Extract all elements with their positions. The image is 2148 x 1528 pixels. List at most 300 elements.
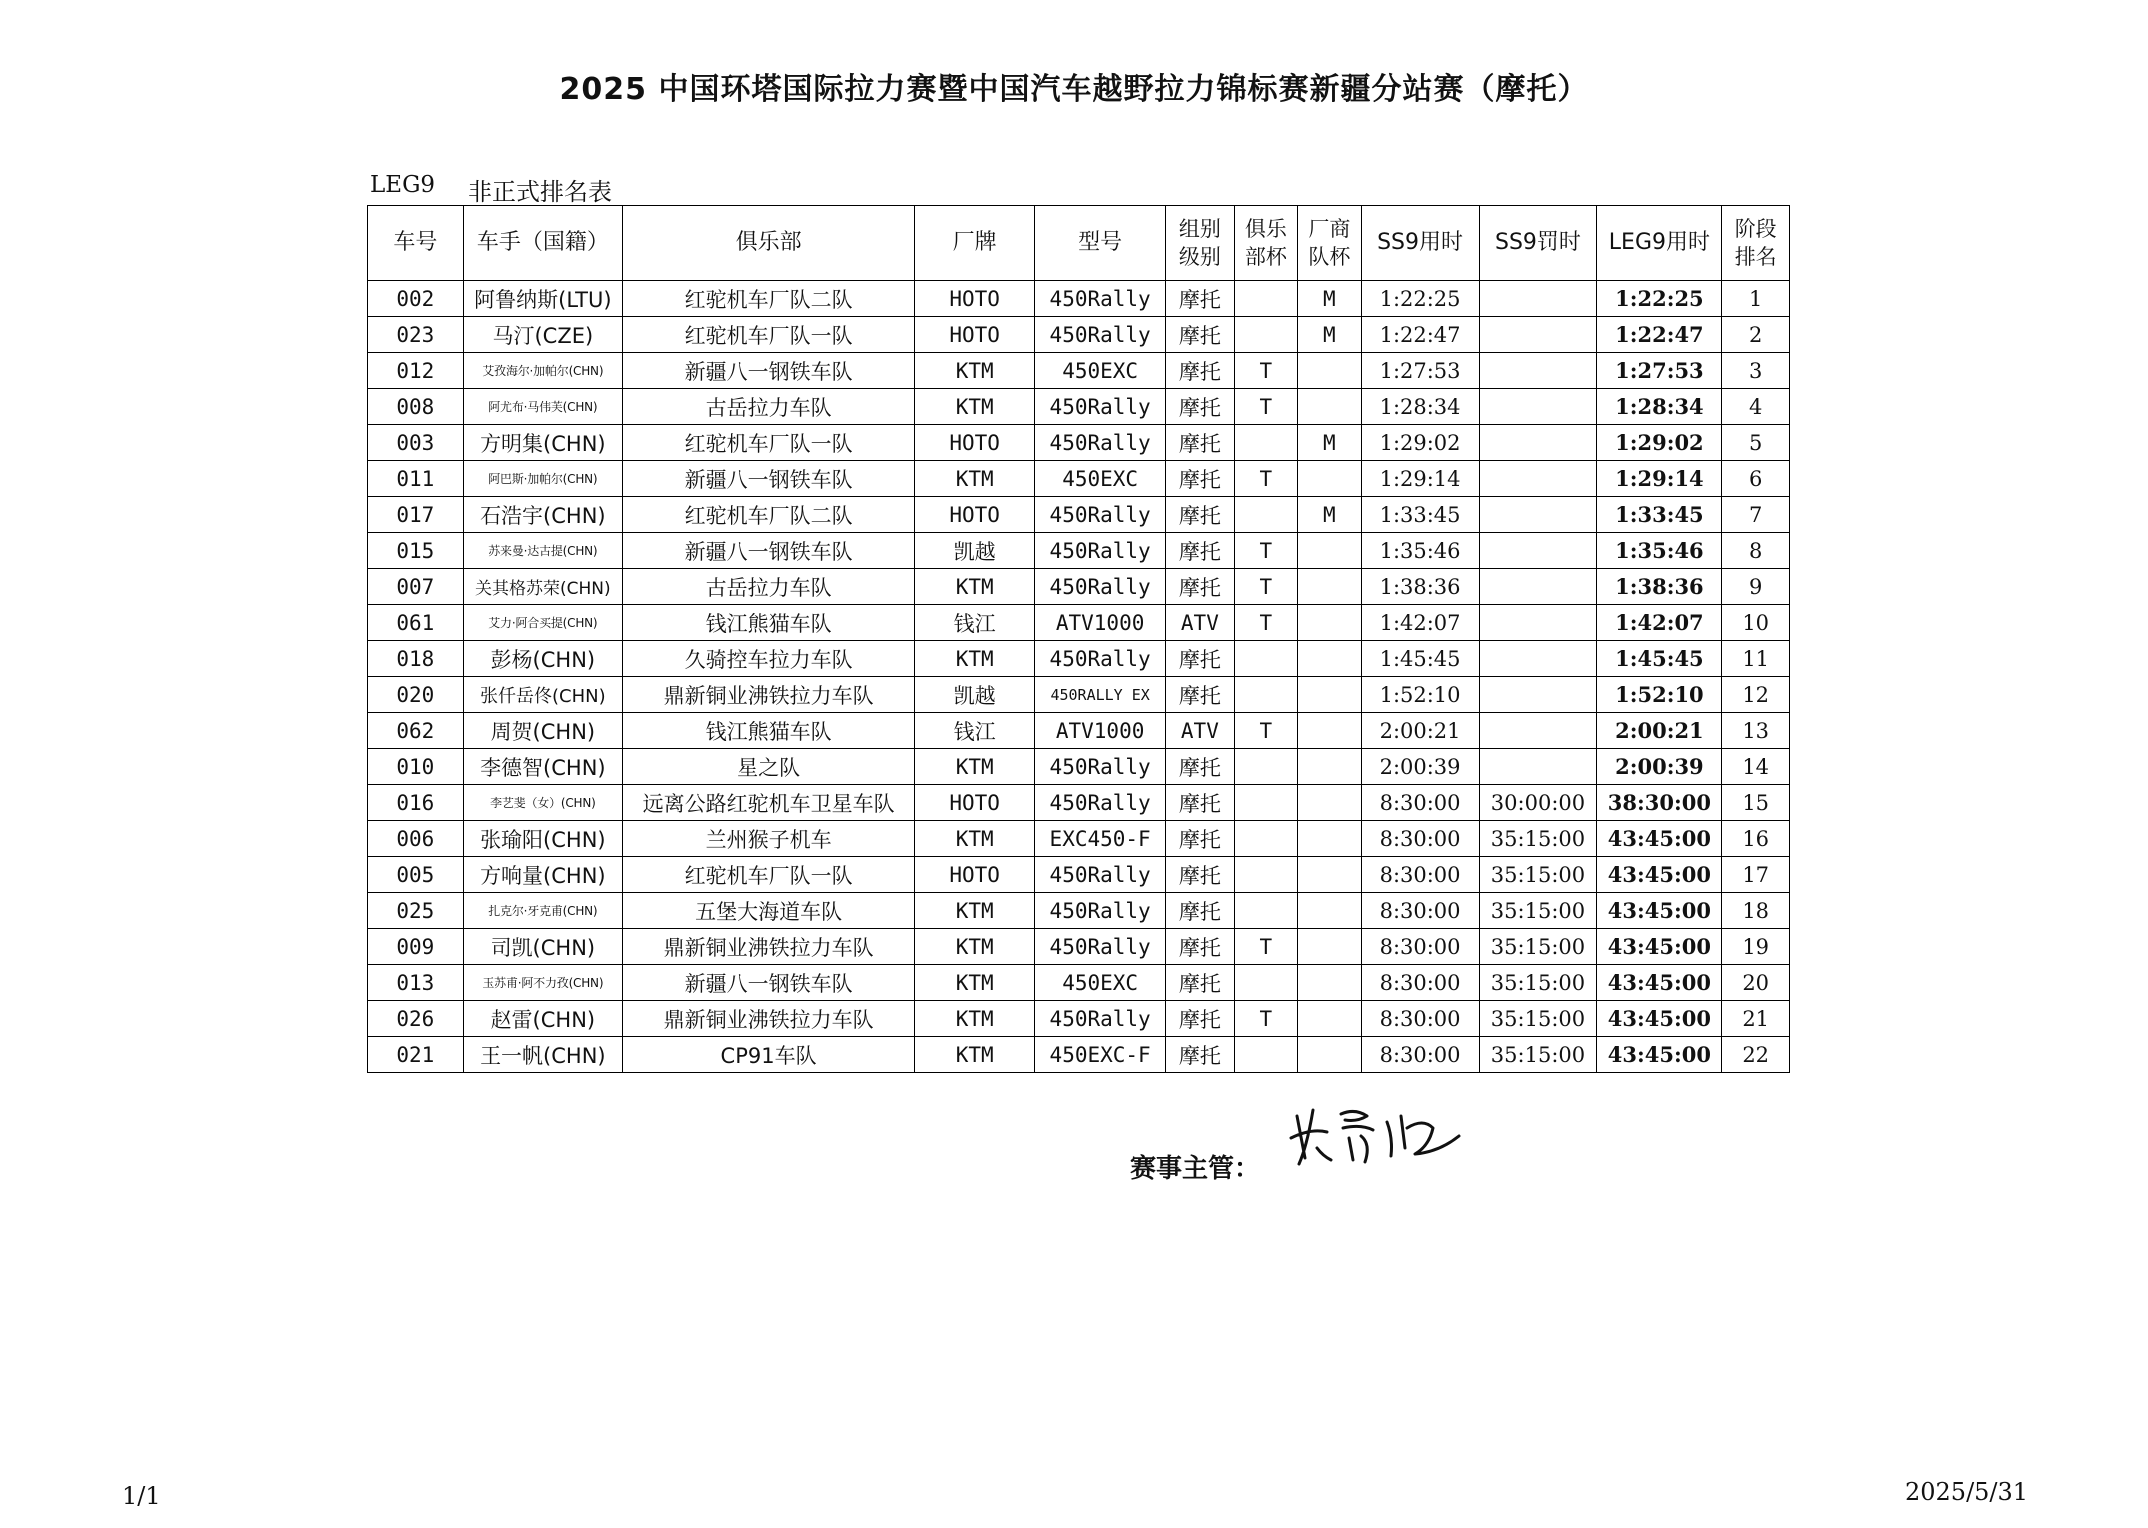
table-row	[368, 857, 1790, 893]
cell-group: 摩托	[1166, 893, 1235, 929]
cell-leg9-time: 43:45:00	[1597, 1037, 1722, 1073]
cell-group: 摩托	[1166, 569, 1235, 605]
cell-ss9-time: 8:30:00	[1361, 785, 1479, 821]
cell-club: 红驼机车厂队一队	[622, 857, 914, 893]
cell-rank: 9	[1722, 569, 1790, 605]
cell-car-no: 062	[368, 713, 464, 749]
cell-club: 鼎新铜业沸铁拉力车队	[622, 929, 914, 965]
cell-rank: 5	[1722, 425, 1790, 461]
cell-rank: 19	[1722, 929, 1790, 965]
cell-ss9-penalty: 30:00:00	[1479, 785, 1597, 821]
cell-driver: 苏来曼·达古提(CHN)	[463, 533, 622, 569]
cell-leg9-time: 38:30:00	[1597, 785, 1722, 821]
cell-rank: 11	[1722, 641, 1790, 677]
cell-rank: 16	[1722, 821, 1790, 857]
cell-car-no: 017	[368, 497, 464, 533]
cell-group: 摩托	[1166, 821, 1235, 857]
cell-club: 红驼机车厂队二队	[622, 497, 914, 533]
table-row	[368, 281, 1790, 317]
cell-model: ATV1000	[1035, 605, 1166, 641]
cell-driver: 艾力·阿合买提(CHN)	[463, 605, 622, 641]
cell-ss9-time: 8:30:00	[1361, 1037, 1479, 1073]
cell-maker-cup: M	[1298, 281, 1361, 317]
cell-club: 红驼机车厂队一队	[622, 317, 914, 353]
table-row	[368, 641, 1790, 677]
cell-club: CP91车队	[622, 1037, 914, 1073]
table-row	[368, 605, 1790, 641]
cell-car-no: 026	[368, 1001, 464, 1037]
cell-model: EXC450-F	[1035, 821, 1166, 857]
cell-driver: 彭杨(CHN)	[463, 641, 622, 677]
leg-label: LEG9	[370, 172, 436, 198]
table-row	[368, 677, 1790, 713]
cell-ss9-time: 2:00:39	[1361, 749, 1479, 785]
cell-club-cup: T	[1234, 1001, 1297, 1037]
cell-car-no: 025	[368, 893, 464, 929]
cell-driver: 马汀(CZE)	[463, 317, 622, 353]
cell-club-cup	[1234, 893, 1297, 929]
cell-maker-cup	[1298, 353, 1361, 389]
cell-leg9-time: 43:45:00	[1597, 857, 1722, 893]
cell-rank: 10	[1722, 605, 1790, 641]
cell-car-no: 023	[368, 317, 464, 353]
cell-group: 摩托	[1166, 857, 1235, 893]
cell-driver: 方响量(CHN)	[463, 857, 622, 893]
cell-group: 摩托	[1166, 281, 1235, 317]
header-group	[1166, 206, 1235, 281]
cell-club-cup: T	[1234, 389, 1297, 425]
cell-driver: 王一帆(CHN)	[463, 1037, 622, 1073]
cell-driver: 艾孜海尔·加帕尔(CHN)	[463, 353, 622, 389]
table-row	[368, 317, 1790, 353]
cell-leg9-time: 43:45:00	[1597, 929, 1722, 965]
cell-club: 鼎新铜业沸铁拉力车队	[622, 677, 914, 713]
cell-ss9-time: 1:52:10	[1361, 677, 1479, 713]
cell-group: 摩托	[1166, 461, 1235, 497]
cell-model: 450RALLY EX	[1035, 677, 1166, 713]
cell-model: 450EXC	[1035, 353, 1166, 389]
cell-maker-cup	[1298, 605, 1361, 641]
cell-club: 新疆八一钢铁车队	[622, 353, 914, 389]
cell-maker-cup	[1298, 929, 1361, 965]
cell-brand: KTM	[915, 461, 1035, 497]
cell-car-no: 009	[368, 929, 464, 965]
table-row	[368, 425, 1790, 461]
document-title: 2025 中国环塔国际拉力赛暨中国汽车越野拉力锦标赛新疆分站赛（摩托）	[559, 72, 1589, 107]
cell-club: 钱江熊猫车队	[622, 605, 914, 641]
table-row	[368, 785, 1790, 821]
cell-club-cup	[1234, 821, 1297, 857]
cell-leg9-time: 1:52:10	[1597, 677, 1722, 713]
cell-ss9-time: 1:42:07	[1361, 605, 1479, 641]
cell-rank: 8	[1722, 533, 1790, 569]
cell-group: 摩托	[1166, 1037, 1235, 1073]
cell-car-no: 012	[368, 353, 464, 389]
supervisor-label: 赛事主管：	[1130, 1154, 1261, 1184]
table-row	[368, 569, 1790, 605]
cell-model: 450Rally	[1035, 893, 1166, 929]
print-date: 2025/5/31	[1905, 1478, 2029, 1506]
cell-maker-cup	[1298, 461, 1361, 497]
cell-ss9-time: 1:22:47	[1361, 317, 1479, 353]
cell-group: 摩托	[1166, 965, 1235, 1001]
cell-car-no: 003	[368, 425, 464, 461]
cell-maker-cup	[1298, 1037, 1361, 1073]
cell-ss9-penalty	[1479, 281, 1597, 317]
cell-club: 古岳拉力车队	[622, 389, 914, 425]
cell-ss9-time: 8:30:00	[1361, 821, 1479, 857]
cell-leg9-time: 43:45:00	[1597, 821, 1722, 857]
cell-maker-cup	[1298, 713, 1361, 749]
header-rank	[1722, 206, 1790, 281]
cell-maker-cup	[1298, 1001, 1361, 1037]
cell-driver: 司凯(CHN)	[463, 929, 622, 965]
cell-group: 摩托	[1166, 677, 1235, 713]
cell-club: 红驼机车厂队二队	[622, 281, 914, 317]
cell-club: 兰州猴子机车	[622, 821, 914, 857]
cell-model: 450Rally	[1035, 533, 1166, 569]
cell-car-no: 010	[368, 749, 464, 785]
cell-ss9-penalty	[1479, 533, 1597, 569]
cell-club: 久骑控车拉力车队	[622, 641, 914, 677]
cell-car-no: 007	[368, 569, 464, 605]
page-number: 1/1	[122, 1482, 161, 1510]
cell-ss9-penalty: 35:15:00	[1479, 857, 1597, 893]
cell-model: 450Rally	[1035, 785, 1166, 821]
cell-club: 新疆八一钢铁车队	[622, 533, 914, 569]
cell-group: 摩托	[1166, 389, 1235, 425]
header-leg9-time: LEG9用时	[1597, 206, 1722, 281]
cell-brand: KTM	[915, 929, 1035, 965]
cell-ss9-time: 8:30:00	[1361, 1001, 1479, 1037]
cell-car-no: 002	[368, 281, 464, 317]
cell-leg9-time: 2:00:39	[1597, 749, 1722, 785]
cell-rank: 20	[1722, 965, 1790, 1001]
cell-leg9-time: 43:45:00	[1597, 893, 1722, 929]
cell-club-cup: T	[1234, 605, 1297, 641]
cell-rank: 21	[1722, 1001, 1790, 1037]
cell-driver: 方明集(CHN)	[463, 425, 622, 461]
cell-leg9-time: 1:38:36	[1597, 569, 1722, 605]
header-maker-cup-line2: 队杯	[1308, 245, 1351, 269]
cell-car-no: 008	[368, 389, 464, 425]
cell-model: 450Rally	[1035, 641, 1166, 677]
cell-leg9-time: 2:00:21	[1597, 713, 1722, 749]
cell-model: 450Rally	[1035, 497, 1166, 533]
cell-group: 摩托	[1166, 749, 1235, 785]
cell-maker-cup	[1298, 569, 1361, 605]
cell-maker-cup	[1298, 533, 1361, 569]
cell-ss9-penalty: 35:15:00	[1479, 1037, 1597, 1073]
cell-group: 摩托	[1166, 353, 1235, 389]
table-row	[368, 497, 1790, 533]
cell-ss9-penalty	[1479, 425, 1597, 461]
header-club-cup	[1234, 206, 1297, 281]
cell-car-no: 018	[368, 641, 464, 677]
cell-brand: 凯越	[915, 677, 1035, 713]
cell-brand: KTM	[915, 1037, 1035, 1073]
header-club-cup-line2: 部杯	[1244, 245, 1287, 269]
cell-brand: 凯越	[915, 533, 1035, 569]
cell-driver: 赵雷(CHN)	[463, 1001, 622, 1037]
cell-club-cup	[1234, 1037, 1297, 1073]
cell-model: 450Rally	[1035, 857, 1166, 893]
cell-driver: 玉苏甫·阿不力孜(CHN)	[463, 965, 622, 1001]
cell-driver: 石浩宇(CHN)	[463, 497, 622, 533]
cell-ss9-penalty: 35:15:00	[1479, 821, 1597, 857]
cell-rank: 17	[1722, 857, 1790, 893]
header-driver: 车手（国籍）	[463, 206, 622, 281]
cell-driver: 扎克尔·牙克甫(CHN)	[463, 893, 622, 929]
cell-maker-cup	[1298, 641, 1361, 677]
cell-maker-cup	[1298, 821, 1361, 857]
cell-club-cup	[1234, 425, 1297, 461]
cell-maker-cup	[1298, 749, 1361, 785]
cell-model: 450EXC-F	[1035, 1037, 1166, 1073]
cell-driver: 张瑜阳(CHN)	[463, 821, 622, 857]
cell-group: 摩托	[1166, 317, 1235, 353]
cell-club-cup: T	[1234, 353, 1297, 389]
cell-ss9-time: 1:28:34	[1361, 389, 1479, 425]
cell-brand: KTM	[915, 965, 1035, 1001]
table-row	[368, 713, 1790, 749]
cell-group: ATV	[1166, 713, 1235, 749]
results-body	[368, 281, 1790, 1073]
cell-ss9-penalty	[1479, 713, 1597, 749]
signature-icon	[1283, 1098, 1473, 1178]
cell-model: 450Rally	[1035, 1001, 1166, 1037]
cell-club-cup: T	[1234, 713, 1297, 749]
header-ss9-time: SS9用时	[1361, 206, 1479, 281]
table-header-row	[368, 206, 1790, 281]
cell-ss9-time: 8:30:00	[1361, 965, 1479, 1001]
cell-club-cup	[1234, 641, 1297, 677]
table-row	[368, 929, 1790, 965]
cell-rank: 1	[1722, 281, 1790, 317]
cell-maker-cup: M	[1298, 497, 1361, 533]
cell-driver: 阿鲁纳斯(LTU)	[463, 281, 622, 317]
cell-ss9-time: 1:45:45	[1361, 641, 1479, 677]
cell-club-cup	[1234, 497, 1297, 533]
cell-model: 450Rally	[1035, 281, 1166, 317]
header-ss9-penalty: SS9罚时	[1479, 206, 1597, 281]
cell-group: 摩托	[1166, 641, 1235, 677]
results-table	[367, 205, 1790, 1073]
cell-maker-cup	[1298, 677, 1361, 713]
cell-maker-cup	[1298, 965, 1361, 1001]
cell-club-cup	[1234, 857, 1297, 893]
cell-driver: 阿尤布·马伟芙(CHN)	[463, 389, 622, 425]
cell-leg9-time: 1:22:25	[1597, 281, 1722, 317]
cell-ss9-penalty: 35:15:00	[1479, 929, 1597, 965]
cell-maker-cup: M	[1298, 317, 1361, 353]
cell-ss9-time: 1:35:46	[1361, 533, 1479, 569]
cell-rank: 13	[1722, 713, 1790, 749]
header-club-cup-line1: 俱乐	[1244, 217, 1287, 241]
table-row	[368, 533, 1790, 569]
cell-club-cup	[1234, 317, 1297, 353]
cell-club: 星之队	[622, 749, 914, 785]
cell-leg9-time: 1:42:07	[1597, 605, 1722, 641]
cell-car-no: 016	[368, 785, 464, 821]
cell-ss9-time: 8:30:00	[1361, 857, 1479, 893]
cell-rank: 12	[1722, 677, 1790, 713]
cell-model: 450Rally	[1035, 317, 1166, 353]
cell-club: 新疆八一钢铁车队	[622, 965, 914, 1001]
cell-rank: 2	[1722, 317, 1790, 353]
cell-group: 摩托	[1166, 785, 1235, 821]
cell-ss9-penalty: 35:15:00	[1479, 1001, 1597, 1037]
table-row	[368, 749, 1790, 785]
cell-group: 摩托	[1166, 1001, 1235, 1037]
cell-maker-cup	[1298, 389, 1361, 425]
table-row	[368, 821, 1790, 857]
table-row	[368, 1001, 1790, 1037]
cell-ss9-penalty	[1479, 677, 1597, 713]
header-rank-line2: 排名	[1734, 245, 1777, 269]
cell-brand: KTM	[915, 569, 1035, 605]
cell-brand: HOTO	[915, 785, 1035, 821]
cell-ss9-penalty: 35:15:00	[1479, 965, 1597, 1001]
cell-brand: 钱江	[915, 605, 1035, 641]
cell-leg9-time: 1:45:45	[1597, 641, 1722, 677]
cell-rank: 4	[1722, 389, 1790, 425]
cell-club-cup	[1234, 965, 1297, 1001]
cell-car-no: 011	[368, 461, 464, 497]
cell-rank: 14	[1722, 749, 1790, 785]
cell-ss9-penalty	[1479, 353, 1597, 389]
cell-driver: 李德智(CHN)	[463, 749, 622, 785]
cell-ss9-penalty: 35:15:00	[1479, 893, 1597, 929]
cell-club: 远离公路红驼机车卫星车队	[622, 785, 914, 821]
cell-group: 摩托	[1166, 497, 1235, 533]
cell-maker-cup	[1298, 785, 1361, 821]
cell-club: 五堡大海道车队	[622, 893, 914, 929]
cell-car-no: 013	[368, 965, 464, 1001]
cell-ss9-time: 1:33:45	[1361, 497, 1479, 533]
cell-car-no: 020	[368, 677, 464, 713]
header-maker-cup-line1: 厂商	[1308, 217, 1351, 241]
cell-club: 红驼机车厂队一队	[622, 425, 914, 461]
table-row	[368, 965, 1790, 1001]
cell-group: 摩托	[1166, 533, 1235, 569]
cell-rank: 15	[1722, 785, 1790, 821]
header-brand: 厂牌	[915, 206, 1035, 281]
cell-rank: 3	[1722, 353, 1790, 389]
cell-model: ATV1000	[1035, 713, 1166, 749]
cell-club-cup	[1234, 281, 1297, 317]
cell-ss9-penalty	[1479, 461, 1597, 497]
cell-model: 450Rally	[1035, 749, 1166, 785]
cell-ss9-penalty	[1479, 497, 1597, 533]
cell-leg9-time: 43:45:00	[1597, 965, 1722, 1001]
cell-leg9-time: 1:29:02	[1597, 425, 1722, 461]
cell-club-cup: T	[1234, 569, 1297, 605]
table-row	[368, 353, 1790, 389]
cell-rank: 22	[1722, 1037, 1790, 1073]
cell-ss9-time: 2:00:21	[1361, 713, 1479, 749]
header-car-no: 车号	[368, 206, 464, 281]
cell-driver: 张仟岳佟(CHN)	[463, 677, 622, 713]
header-group-line1: 组别	[1178, 217, 1221, 241]
cell-group: ATV	[1166, 605, 1235, 641]
cell-club-cup: T	[1234, 929, 1297, 965]
cell-brand: HOTO	[915, 425, 1035, 461]
cell-club-cup	[1234, 749, 1297, 785]
cell-rank: 18	[1722, 893, 1790, 929]
cell-group: 摩托	[1166, 929, 1235, 965]
cell-brand: KTM	[915, 641, 1035, 677]
header-maker-cup	[1298, 206, 1361, 281]
cell-brand: KTM	[915, 821, 1035, 857]
cell-club: 古岳拉力车队	[622, 569, 914, 605]
cell-ss9-time: 1:22:25	[1361, 281, 1479, 317]
header-club: 俱乐部	[622, 206, 914, 281]
cell-driver: 关其格苏荣(CHN)	[463, 569, 622, 605]
cell-maker-cup	[1298, 857, 1361, 893]
cell-ss9-penalty	[1479, 641, 1597, 677]
header-rank-line1: 阶段	[1734, 217, 1777, 241]
cell-ss9-time: 8:30:00	[1361, 893, 1479, 929]
table-row	[368, 893, 1790, 929]
cell-ss9-penalty	[1479, 749, 1597, 785]
cell-club-cup	[1234, 677, 1297, 713]
cell-ss9-penalty	[1479, 317, 1597, 353]
cell-brand: HOTO	[915, 857, 1035, 893]
cell-leg9-time: 1:27:53	[1597, 353, 1722, 389]
cell-brand: KTM	[915, 389, 1035, 425]
cell-brand: HOTO	[915, 281, 1035, 317]
cell-maker-cup: M	[1298, 425, 1361, 461]
cell-brand: 钱江	[915, 713, 1035, 749]
cell-brand: KTM	[915, 893, 1035, 929]
cell-brand: KTM	[915, 749, 1035, 785]
cell-ss9-time: 1:29:14	[1361, 461, 1479, 497]
cell-car-no: 061	[368, 605, 464, 641]
cell-leg9-time: 1:35:46	[1597, 533, 1722, 569]
cell-car-no: 006	[368, 821, 464, 857]
cell-model: 450Rally	[1035, 425, 1166, 461]
cell-brand: KTM	[915, 1001, 1035, 1037]
document-subtitle: 非正式排名表	[468, 178, 612, 206]
cell-club-cup: T	[1234, 461, 1297, 497]
cell-leg9-time: 1:33:45	[1597, 497, 1722, 533]
cell-maker-cup	[1298, 893, 1361, 929]
table-row	[368, 389, 1790, 425]
cell-driver: 李艺斐（女）(CHN)	[463, 785, 622, 821]
cell-driver: 阿巴斯·加帕尔(CHN)	[463, 461, 622, 497]
cell-model: 450EXC	[1035, 461, 1166, 497]
cell-brand: KTM	[915, 353, 1035, 389]
cell-ss9-time: 1:29:02	[1361, 425, 1479, 461]
header-model: 型号	[1035, 206, 1166, 281]
cell-ss9-penalty	[1479, 605, 1597, 641]
cell-club: 钱江熊猫车队	[622, 713, 914, 749]
cell-car-no: 015	[368, 533, 464, 569]
cell-brand: HOTO	[915, 317, 1035, 353]
table-row	[368, 1037, 1790, 1073]
cell-club: 鼎新铜业沸铁拉力车队	[622, 1001, 914, 1037]
cell-leg9-time: 1:22:47	[1597, 317, 1722, 353]
cell-rank: 6	[1722, 461, 1790, 497]
cell-club-cup	[1234, 785, 1297, 821]
cell-ss9-penalty	[1479, 389, 1597, 425]
cell-car-no: 005	[368, 857, 464, 893]
cell-ss9-penalty	[1479, 569, 1597, 605]
cell-driver: 周贺(CHN)	[463, 713, 622, 749]
cell-club: 新疆八一钢铁车队	[622, 461, 914, 497]
cell-brand: HOTO	[915, 497, 1035, 533]
